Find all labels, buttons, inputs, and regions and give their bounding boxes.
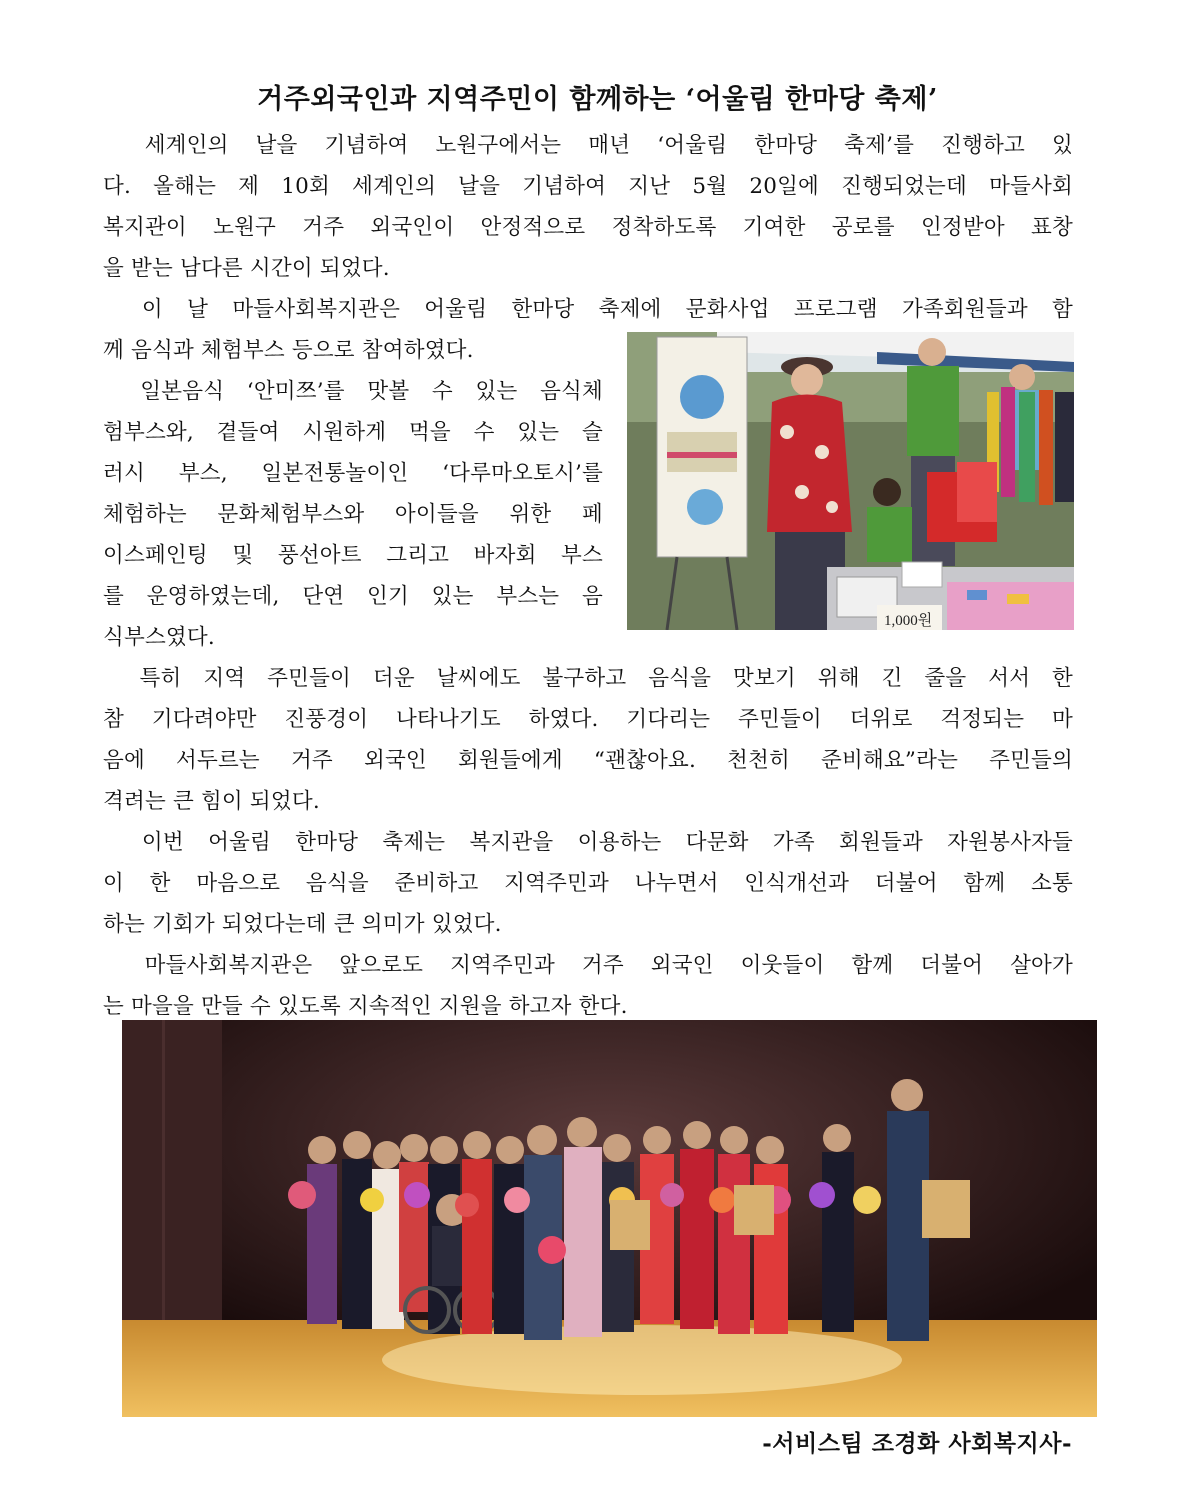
text-line: 일본음식 ‘안미쯔’를 맛볼 수 있는 음식체 — [103, 379, 603, 404]
text-line: 하는 기회가 되었다는데 큰 의미가 있었다. — [103, 912, 502, 937]
award-group-illustration — [122, 1020, 1097, 1417]
paragraph-booths — [103, 330, 603, 658]
text-line: 다. 올해는 제 10회 세계인의 날을 기념하여 지난 5월 20일에 진행되었는데 마들사회 — [103, 174, 1073, 199]
paragraph-future — [103, 945, 1073, 1027]
text-line: 체험하는 문화체험부스와 아이들을 위한 페 — [103, 502, 603, 527]
paragraph-meaning — [103, 822, 1073, 945]
text-line: 러시 부스, 일본전통놀이인 ‘다루마오토시’를 — [103, 461, 603, 486]
text-line: 이스페인팅 및 풍선아트 그리고 바자회 부스 — [103, 543, 603, 568]
text-line: 를 운영하였는데, 단연 인기 있는 부스는 음 — [103, 584, 603, 609]
paragraph-intro — [103, 125, 1073, 289]
paragraph-waiting-line — [103, 658, 1073, 822]
text-line: 이번 어울림 한마당 축제는 복지관을 이용하는 다문화 가족 회원들과 자원봉사자들 — [103, 830, 1073, 855]
festival-booth-illustration — [627, 332, 1074, 630]
text-line: 험부스와, 곁들여 시원하게 먹을 수 있는 슬 — [103, 420, 603, 445]
text-line: 을 받는 남다른 시간이 되었다. — [103, 256, 390, 281]
text-line: 복지관이 노원구 거주 외국인이 안정적으로 정착하도록 기여한 공로를 인정받아 표창 — [103, 215, 1073, 240]
festival-booth-photo — [627, 332, 1074, 630]
text-line: 격려는 큰 힘이 되었다. — [103, 789, 320, 814]
author-credit: -서비스팀 조경화 사회복지사- — [762, 1430, 1072, 1457]
award-group-photo — [122, 1020, 1097, 1417]
text-line: 음에 서두르는 거주 외국인 회원들에게 “괜찮아요. 천천히 준비해요”라는 주민들의 — [103, 748, 1073, 773]
text-line: 식부스였다. — [103, 625, 215, 650]
text-line: 참 기다려야만 진풍경이 나타나기도 하였다. 기다리는 주민들이 더위로 걱정되는 마 — [103, 707, 1073, 732]
text-line: 이 한 마음으로 음식을 준비하고 지역주민과 나누면서 인식개선과 더불어 함께 소통 — [103, 871, 1073, 896]
text-line: 는 마을을 만들 수 있도록 지속적인 지원을 하고자 한다. — [103, 994, 628, 1019]
text-line: 마들사회복지관은 앞으로도 지역주민과 거주 외국인 이웃들이 함께 더불어 살아가 — [103, 953, 1073, 978]
paragraph-participation — [103, 289, 1073, 330]
text-line: 이 날 마들사회복지관은 어울림 한마당 축제에 문화사업 프로그램 가족회원들과 함 — [103, 297, 1073, 322]
text-line: 께 음식과 체험부스 등으로 참여하였다. — [103, 338, 474, 363]
text-line: 세계인의 날을 기념하여 노원구에서는 매년 ‘어울림 한마당 축제’를 진행하고 있 — [103, 133, 1073, 158]
text-line: 특히 지역 주민들이 더운 날씨에도 불구하고 음식을 맛보기 위해 긴 줄을 서서 한 — [103, 666, 1073, 691]
price-tag-text: 1,000원 — [884, 613, 933, 629]
article-title: 거주외국인과 지역주민이 함께하는 ‘어울림 한마당 축제’ — [257, 84, 938, 115]
